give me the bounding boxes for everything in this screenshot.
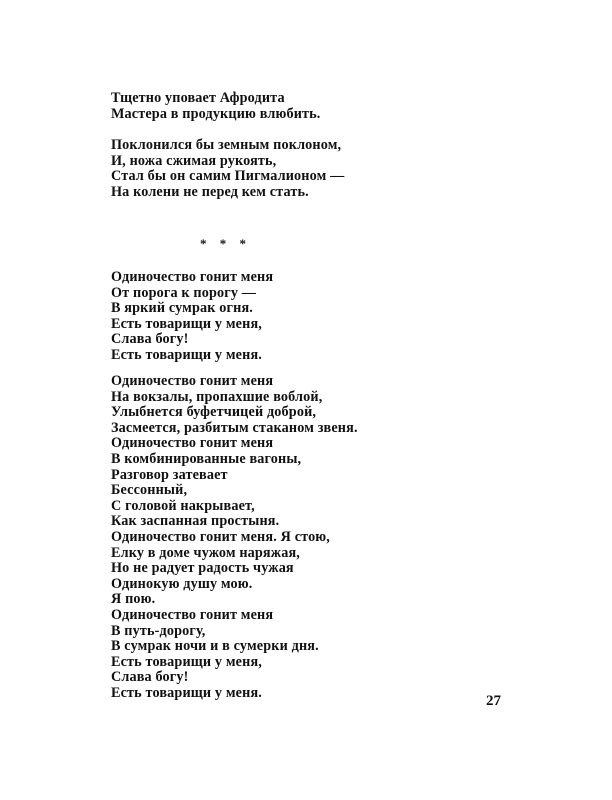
poem-line: Одинокую душу мою. bbox=[111, 575, 253, 592]
stanza-loneliness-2 bbox=[111, 374, 358, 701]
poem-line: Тщетно уповает Афродита bbox=[111, 90, 285, 106]
poem-line: Стал бы он самим Пигмалионом — bbox=[111, 168, 345, 185]
poem-separator: * * * bbox=[200, 236, 251, 251]
poem-line: Есть товарищи у меня, bbox=[111, 653, 262, 670]
poem-line: Есть товарищи у меня. bbox=[111, 346, 262, 363]
poem-line: Бессонный, bbox=[111, 482, 188, 499]
poem-line: Одиночество гонит меня. Я стою, bbox=[111, 528, 330, 545]
poem-line: Поклонился бы земным поклоном, bbox=[111, 137, 342, 153]
poem-line: Улыбнется буфетчицей доброй, bbox=[111, 404, 317, 421]
poem-line: Одиночество гонит меня bbox=[111, 606, 274, 623]
poem-line: Засмеется, разбитым стаканом звеня. bbox=[111, 419, 358, 436]
poem-line: Есть товарищи у меня, bbox=[111, 315, 262, 332]
poem-line: И, ножа сжимая рукоять, bbox=[111, 152, 277, 169]
poem-line: Как заспанная простыня. bbox=[111, 513, 280, 530]
poem-line: Одиночество гонит меня bbox=[111, 269, 274, 285]
poem-line: В путь-дорогу, bbox=[111, 622, 206, 639]
poem-line: Слава богу! bbox=[111, 669, 189, 686]
poem-line: В сумрак ночи и в сумерки дня. bbox=[111, 638, 319, 655]
poem-line: В яркий сумрак огня. bbox=[111, 300, 253, 317]
poem-line: Разговор затевает bbox=[111, 466, 228, 483]
poem-line: От порога к порогу — bbox=[111, 284, 257, 301]
poem-line: Слава богу! bbox=[111, 331, 189, 348]
stanza-aphrodite bbox=[111, 91, 320, 122]
page-number: 27 bbox=[486, 693, 501, 709]
poem-line: Мастера в продукцию влюбить. bbox=[111, 105, 321, 122]
poem-line: Одиночество гонит меня bbox=[111, 435, 274, 452]
poem-line: Я пою. bbox=[111, 591, 156, 608]
poem-line: Елку в доме чужом наряжая, bbox=[111, 544, 300, 561]
poem-line: Есть товарищи у меня. bbox=[111, 684, 262, 701]
stanza-pygmalion bbox=[111, 138, 344, 200]
poem-line: В комбинированные вагоны, bbox=[111, 450, 302, 467]
stanza-loneliness-1 bbox=[111, 270, 273, 364]
poem-line: На вокзалы, пропахшие воблой, bbox=[111, 388, 323, 405]
poem-line: С головой накрывает, bbox=[111, 497, 255, 514]
poem-line: Но не радует радость чужая bbox=[111, 560, 294, 577]
poem-line: На колени не перед кем стать. bbox=[111, 183, 309, 200]
poem-line: Одиночество гонит меня bbox=[111, 373, 274, 389]
